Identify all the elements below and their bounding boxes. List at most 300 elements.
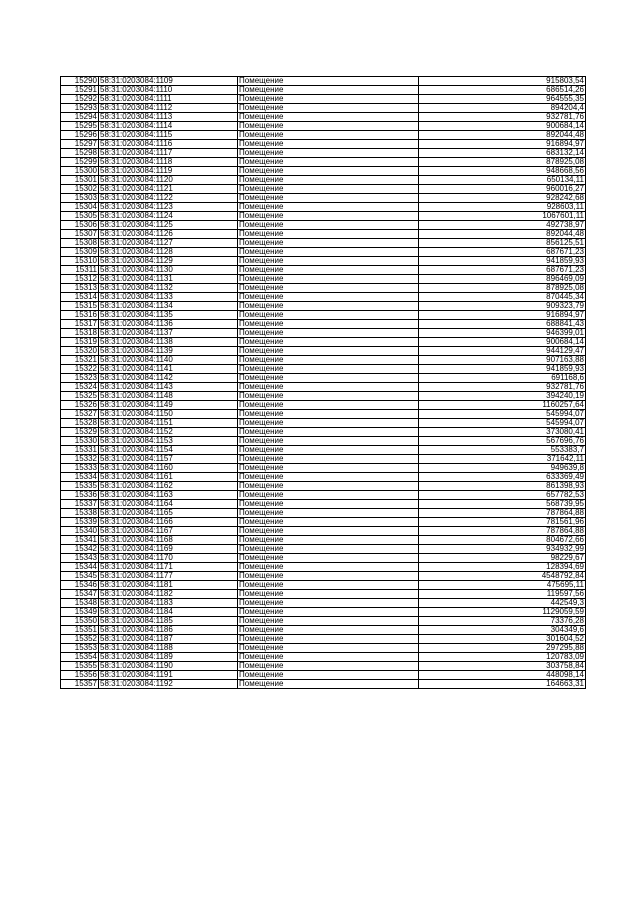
row-number: 15344 [61, 563, 99, 572]
cadastral-number: 58:31:0203084:1143 [99, 383, 238, 392]
cadastral-value: 900684,14 [419, 338, 586, 347]
object-type: Помещение [238, 374, 419, 383]
cadastral-value: 861398,93 [419, 482, 586, 491]
row-number: 15308 [61, 239, 99, 248]
row-number: 15342 [61, 545, 99, 554]
row-number: 15292 [61, 95, 99, 104]
row-number: 15335 [61, 482, 99, 491]
row-number: 15324 [61, 383, 99, 392]
table-row [61, 491, 586, 500]
cadastral-number: 58:31:0203084:1170 [99, 554, 238, 563]
table-row [61, 383, 586, 392]
table-row [61, 104, 586, 113]
cadastral-number: 58:31:0203084:1184 [99, 608, 238, 617]
object-type: Помещение [238, 104, 419, 113]
object-type: Помещение [238, 392, 419, 401]
row-number: 15306 [61, 221, 99, 230]
object-type: Помещение [238, 257, 419, 266]
table-row [61, 86, 586, 95]
table-row [61, 248, 586, 257]
cadastral-value: 892044,48 [419, 230, 586, 239]
table-row [61, 572, 586, 581]
object-type: Помещение [238, 581, 419, 590]
cadastral-number: 58:31:0203084:1163 [99, 491, 238, 500]
cadastral-value: 949639,8 [419, 464, 586, 473]
row-number: 15293 [61, 104, 99, 113]
cadastral-number: 58:31:0203084:1169 [99, 545, 238, 554]
cadastral-value: 303758,84 [419, 662, 586, 671]
table-row [61, 500, 586, 509]
cadastral-value: 687671,23 [419, 248, 586, 257]
row-number: 15297 [61, 140, 99, 149]
object-type: Помещение [238, 95, 419, 104]
cadastral-value: 119597,56 [419, 590, 586, 599]
object-type: Помещение [238, 626, 419, 635]
cadastral-number: 58:31:0203084:1116 [99, 140, 238, 149]
object-type: Помещение [238, 527, 419, 536]
cadastral-number: 58:31:0203084:1113 [99, 113, 238, 122]
row-number: 15323 [61, 374, 99, 383]
cadastral-value: 916894,97 [419, 140, 586, 149]
object-type: Помещение [238, 563, 419, 572]
table-row [61, 311, 586, 320]
table-row [61, 410, 586, 419]
object-type: Помещение [238, 302, 419, 311]
row-number: 15310 [61, 257, 99, 266]
cadastral-number: 58:31:0203084:1140 [99, 356, 238, 365]
table-row [61, 221, 586, 230]
object-type: Помещение [238, 590, 419, 599]
cadastral-value: 960016,27 [419, 185, 586, 194]
table-row [61, 464, 586, 473]
cadastral-value: 900684,14 [419, 122, 586, 131]
cadastral-value: 909323,79 [419, 302, 586, 311]
object-type: Помещение [238, 167, 419, 176]
row-number: 15336 [61, 491, 99, 500]
cadastral-value: 916894,97 [419, 311, 586, 320]
table-row [61, 338, 586, 347]
cadastral-number: 58:31:0203084:1177 [99, 572, 238, 581]
cadastral-value: 686514,26 [419, 86, 586, 95]
table-row [61, 266, 586, 275]
object-type: Помещение [238, 617, 419, 626]
cadastral-number: 58:31:0203084:1187 [99, 635, 238, 644]
object-type: Помещение [238, 644, 419, 653]
table-body [61, 77, 586, 689]
row-number: 15302 [61, 185, 99, 194]
row-number: 15353 [61, 644, 99, 653]
row-number: 15345 [61, 572, 99, 581]
cadastral-value: 1067601,11 [419, 212, 586, 221]
table-row [61, 365, 586, 374]
object-type: Помещение [238, 509, 419, 518]
cadastral-value: 932781,76 [419, 383, 586, 392]
cadastral-value: 394240,19 [419, 392, 586, 401]
table-row [61, 509, 586, 518]
cadastral-number: 58:31:0203084:1167 [99, 527, 238, 536]
cadastral-value: 944129,47 [419, 347, 586, 356]
cadastral-value: 475695,11 [419, 581, 586, 590]
cadastral-number: 58:31:0203084:1109 [99, 77, 238, 86]
cadastral-number: 58:31:0203084:1110 [99, 86, 238, 95]
object-type: Помещение [238, 122, 419, 131]
object-type: Помещение [238, 473, 419, 482]
cadastral-value: 98229,67 [419, 554, 586, 563]
cadastral-number: 58:31:0203084:1186 [99, 626, 238, 635]
row-number: 15314 [61, 293, 99, 302]
cadastral-value: 896469,09 [419, 275, 586, 284]
object-type: Помещение [238, 203, 419, 212]
object-type: Помещение [238, 446, 419, 455]
table-row [61, 194, 586, 203]
row-number: 15318 [61, 329, 99, 338]
cadastral-value: 928603,11 [419, 203, 586, 212]
cadastral-number: 58:31:0203084:1120 [99, 176, 238, 185]
property-registry-table [60, 76, 586, 689]
object-type: Помещение [238, 518, 419, 527]
cadastral-value: 128394,69 [419, 563, 586, 572]
cadastral-value: 804672,66 [419, 536, 586, 545]
cadastral-number: 58:31:0203084:1132 [99, 284, 238, 293]
row-number: 15298 [61, 149, 99, 158]
object-type: Помещение [238, 239, 419, 248]
table-row [61, 176, 586, 185]
row-number: 15355 [61, 662, 99, 671]
cadastral-number: 58:31:0203084:1185 [99, 617, 238, 626]
cadastral-value: 373080,41 [419, 428, 586, 437]
cadastral-number: 58:31:0203084:1191 [99, 671, 238, 680]
table-row [61, 374, 586, 383]
cadastral-number: 58:31:0203084:1115 [99, 131, 238, 140]
object-type: Помещение [238, 419, 419, 428]
cadastral-value: 894204,4 [419, 104, 586, 113]
cadastral-number: 58:31:0203084:1135 [99, 311, 238, 320]
cadastral-number: 58:31:0203084:1127 [99, 239, 238, 248]
object-type: Помещение [238, 131, 419, 140]
cadastral-number: 58:31:0203084:1138 [99, 338, 238, 347]
table-row [61, 257, 586, 266]
table-row [61, 428, 586, 437]
table-row [61, 662, 586, 671]
object-type: Помещение [238, 554, 419, 563]
row-number: 15334 [61, 473, 99, 482]
cadastral-number: 58:31:0203084:1133 [99, 293, 238, 302]
table-row [61, 635, 586, 644]
cadastral-number: 58:31:0203084:1142 [99, 374, 238, 383]
row-number: 15330 [61, 437, 99, 446]
cadastral-value: 907163,88 [419, 356, 586, 365]
object-type: Помещение [238, 113, 419, 122]
cadastral-number: 58:31:0203084:1129 [99, 257, 238, 266]
row-number: 15305 [61, 212, 99, 221]
cadastral-number: 58:31:0203084:1171 [99, 563, 238, 572]
cadastral-value: 1129059,59 [419, 608, 586, 617]
cadastral-value: 633369,49 [419, 473, 586, 482]
table-row [61, 302, 586, 311]
row-number: 15326 [61, 401, 99, 410]
cadastral-value: 683132,14 [419, 149, 586, 158]
cadastral-value: 73376,28 [419, 617, 586, 626]
row-number: 15290 [61, 77, 99, 86]
cadastral-value: 856125,51 [419, 239, 586, 248]
row-number: 15331 [61, 446, 99, 455]
row-number: 15354 [61, 653, 99, 662]
cadastral-number: 58:31:0203084:1151 [99, 419, 238, 428]
table-row [61, 329, 586, 338]
object-type: Помещение [238, 608, 419, 617]
row-number: 15357 [61, 680, 99, 689]
cadastral-number: 58:31:0203084:1141 [99, 365, 238, 374]
object-type: Помещение [238, 635, 419, 644]
cadastral-number: 58:31:0203084:1126 [99, 230, 238, 239]
table-row [61, 401, 586, 410]
row-number: 15332 [61, 455, 99, 464]
table-row [61, 212, 586, 221]
table-row [61, 284, 586, 293]
cadastral-number: 58:31:0203084:1125 [99, 221, 238, 230]
table-row [61, 437, 586, 446]
row-number: 15343 [61, 554, 99, 563]
object-type: Помещение [238, 662, 419, 671]
table-row [61, 671, 586, 680]
cadastral-number: 58:31:0203084:1111 [99, 95, 238, 104]
cadastral-number: 58:31:0203084:1149 [99, 401, 238, 410]
row-number: 15311 [61, 266, 99, 275]
row-number: 15295 [61, 122, 99, 131]
object-type: Помещение [238, 221, 419, 230]
cadastral-number: 58:31:0203084:1192 [99, 680, 238, 689]
object-type: Помещение [238, 383, 419, 392]
cadastral-value: 941859,93 [419, 257, 586, 266]
row-number: 15337 [61, 500, 99, 509]
table-row [61, 482, 586, 491]
table-row [61, 158, 586, 167]
cadastral-number: 58:31:0203084:1130 [99, 266, 238, 275]
cadastral-value: 787864,88 [419, 509, 586, 518]
cadastral-value: 304349,6 [419, 626, 586, 635]
cadastral-number: 58:31:0203084:1121 [99, 185, 238, 194]
object-type: Помещение [238, 311, 419, 320]
cadastral-value: 964555,35 [419, 95, 586, 104]
cadastral-value: 1160257,64 [419, 401, 586, 410]
table-row [61, 446, 586, 455]
object-type: Помещение [238, 158, 419, 167]
cadastral-number: 58:31:0203084:1137 [99, 329, 238, 338]
cadastral-number: 58:31:0203084:1122 [99, 194, 238, 203]
cadastral-number: 58:31:0203084:1157 [99, 455, 238, 464]
cadastral-number: 58:31:0203084:1148 [99, 392, 238, 401]
cadastral-value: 545994,07 [419, 419, 586, 428]
cadastral-value: 932781,76 [419, 113, 586, 122]
object-type: Помещение [238, 149, 419, 158]
table-row [61, 581, 586, 590]
row-number: 15304 [61, 203, 99, 212]
table-row [61, 626, 586, 635]
row-number: 15329 [61, 428, 99, 437]
object-type: Помещение [238, 275, 419, 284]
object-type: Помещение [238, 230, 419, 239]
table-row [61, 392, 586, 401]
row-number: 15320 [61, 347, 99, 356]
cadastral-value: 691168,6 [419, 374, 586, 383]
table-row [61, 230, 586, 239]
object-type: Помещение [238, 401, 419, 410]
cadastral-value: 934932,99 [419, 545, 586, 554]
table-row [61, 239, 586, 248]
object-type: Помещение [238, 293, 419, 302]
object-type: Помещение [238, 347, 419, 356]
cadastral-value: 941859,93 [419, 365, 586, 374]
object-type: Помещение [238, 365, 419, 374]
row-number: 15351 [61, 626, 99, 635]
cadastral-number: 58:31:0203084:1119 [99, 167, 238, 176]
object-type: Помещение [238, 536, 419, 545]
cadastral-value: 878925,08 [419, 284, 586, 293]
row-number: 15294 [61, 113, 99, 122]
row-number: 15303 [61, 194, 99, 203]
object-type: Помещение [238, 185, 419, 194]
cadastral-value: 492738,97 [419, 221, 586, 230]
row-number: 15350 [61, 617, 99, 626]
cadastral-number: 58:31:0203084:1114 [99, 122, 238, 131]
cadastral-number: 58:31:0203084:1117 [99, 149, 238, 158]
cadastral-number: 58:31:0203084:1112 [99, 104, 238, 113]
cadastral-number: 58:31:0203084:1190 [99, 662, 238, 671]
row-number: 15312 [61, 275, 99, 284]
cadastral-number: 58:31:0203084:1160 [99, 464, 238, 473]
table-row [61, 419, 586, 428]
table-row [61, 275, 586, 284]
table-row [61, 680, 586, 689]
object-type: Помещение [238, 410, 419, 419]
row-number: 15317 [61, 320, 99, 329]
table-row [61, 536, 586, 545]
table-row [61, 599, 586, 608]
cadastral-number: 58:31:0203084:1154 [99, 446, 238, 455]
table-row [61, 473, 586, 482]
cadastral-value: 915803,54 [419, 77, 586, 86]
table-row [61, 356, 586, 365]
table-row [61, 203, 586, 212]
row-number: 15325 [61, 392, 99, 401]
table-row [61, 527, 586, 536]
cadastral-value: 568739,95 [419, 500, 586, 509]
object-type: Помещение [238, 599, 419, 608]
object-type: Помещение [238, 437, 419, 446]
cadastral-value: 657782,53 [419, 491, 586, 500]
object-type: Помещение [238, 77, 419, 86]
row-number: 15333 [61, 464, 99, 473]
table-row [61, 140, 586, 149]
cadastral-number: 58:31:0203084:1165 [99, 509, 238, 518]
cadastral-number: 58:31:0203084:1189 [99, 653, 238, 662]
cadastral-number: 58:31:0203084:1162 [99, 482, 238, 491]
table-row [61, 122, 586, 131]
table-row [61, 293, 586, 302]
cadastral-number: 58:31:0203084:1152 [99, 428, 238, 437]
object-type: Помещение [238, 464, 419, 473]
object-type: Помещение [238, 455, 419, 464]
object-type: Помещение [238, 329, 419, 338]
cadastral-value: 870445,34 [419, 293, 586, 302]
cadastral-value: 448098,14 [419, 671, 586, 680]
row-number: 15315 [61, 302, 99, 311]
cadastral-number: 58:31:0203084:1166 [99, 518, 238, 527]
cadastral-value: 297295,88 [419, 644, 586, 653]
row-number: 15348 [61, 599, 99, 608]
cadastral-value: 781561,96 [419, 518, 586, 527]
table-row [61, 95, 586, 104]
object-type: Помещение [238, 428, 419, 437]
table-row [61, 149, 586, 158]
object-type: Помещение [238, 284, 419, 293]
row-number: 15299 [61, 158, 99, 167]
cadastral-value: 892044,48 [419, 131, 586, 140]
row-number: 15322 [61, 365, 99, 374]
object-type: Помещение [238, 86, 419, 95]
cadastral-value: 371642,11 [419, 455, 586, 464]
object-type: Помещение [238, 671, 419, 680]
object-type: Помещение [238, 356, 419, 365]
cadastral-value: 687671,23 [419, 266, 586, 275]
table-row [61, 320, 586, 329]
row-number: 15321 [61, 356, 99, 365]
table-row [61, 590, 586, 599]
cadastral-number: 58:31:0203084:1164 [99, 500, 238, 509]
row-number: 15313 [61, 284, 99, 293]
object-type: Помещение [238, 482, 419, 491]
table-row [61, 455, 586, 464]
cadastral-value: 688841,43 [419, 320, 586, 329]
cadastral-value: 567696,76 [419, 437, 586, 446]
object-type: Помещение [238, 176, 419, 185]
cadastral-number: 58:31:0203084:1150 [99, 410, 238, 419]
cadastral-number: 58:31:0203084:1136 [99, 320, 238, 329]
table-row [61, 167, 586, 176]
cadastral-value: 928242,68 [419, 194, 586, 203]
cadastral-value: 650134,11 [419, 176, 586, 185]
row-number: 15291 [61, 86, 99, 95]
cadastral-number: 58:31:0203084:1188 [99, 644, 238, 653]
table-row [61, 608, 586, 617]
cadastral-value: 120783,09 [419, 653, 586, 662]
cadastral-number: 58:31:0203084:1118 [99, 158, 238, 167]
table-row [61, 554, 586, 563]
cadastral-value: 946399,01 [419, 329, 586, 338]
cadastral-value: 948668,56 [419, 167, 586, 176]
cadastral-value: 553383,7 [419, 446, 586, 455]
table-row [61, 644, 586, 653]
row-number: 15340 [61, 527, 99, 536]
cadastral-number: 58:31:0203084:1124 [99, 212, 238, 221]
object-type: Помещение [238, 491, 419, 500]
row-number: 15339 [61, 518, 99, 527]
cadastral-value: 301604,52 [419, 635, 586, 644]
row-number: 15347 [61, 590, 99, 599]
row-number: 15356 [61, 671, 99, 680]
table-row [61, 617, 586, 626]
row-number: 15316 [61, 311, 99, 320]
object-type: Помещение [238, 212, 419, 221]
cadastral-number: 58:31:0203084:1183 [99, 599, 238, 608]
table-row [61, 545, 586, 554]
object-type: Помещение [238, 338, 419, 347]
cadastral-value: 878925,08 [419, 158, 586, 167]
object-type: Помещение [238, 500, 419, 509]
cadastral-number: 58:31:0203084:1153 [99, 437, 238, 446]
row-number: 15307 [61, 230, 99, 239]
object-type: Помещение [238, 680, 419, 689]
